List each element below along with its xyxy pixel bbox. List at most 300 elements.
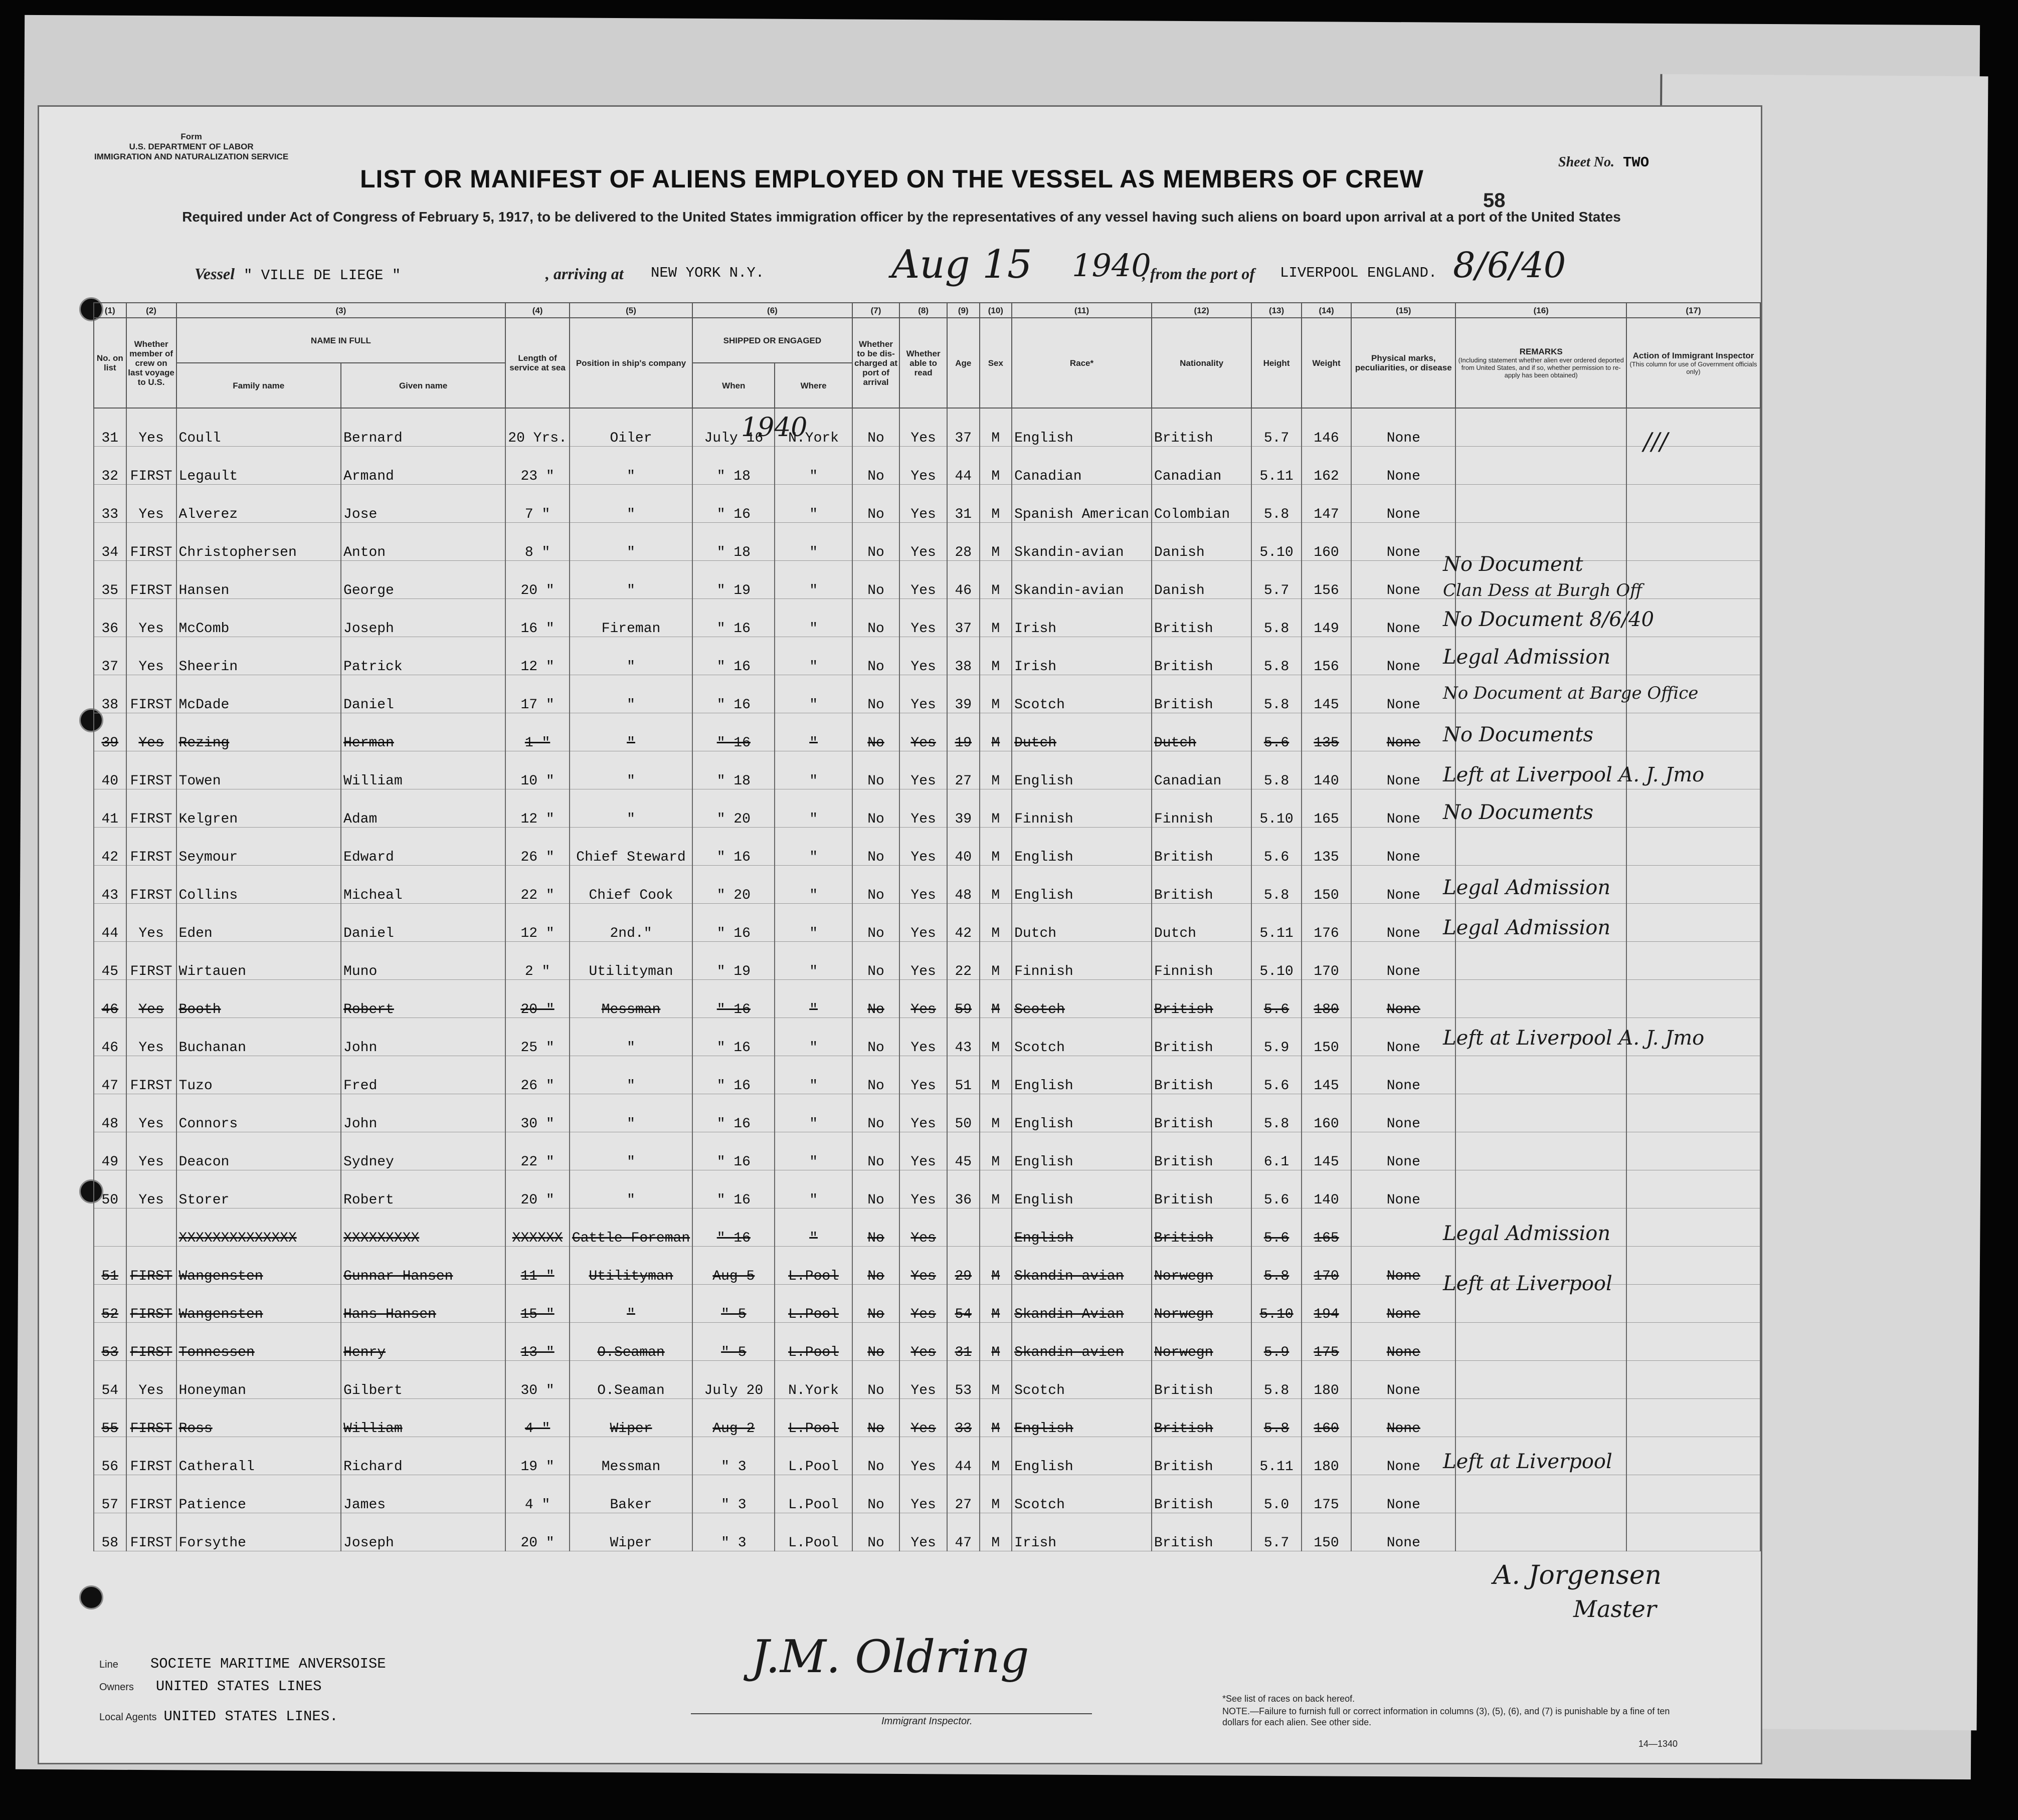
weight: 140 bbox=[1302, 1170, 1351, 1208]
nationality: Finnish bbox=[1152, 789, 1251, 828]
sex: M bbox=[980, 828, 1012, 866]
nationality: British bbox=[1152, 408, 1251, 447]
shipped-where: " bbox=[775, 980, 852, 1018]
row-number: 36 bbox=[94, 599, 126, 637]
shipped-where: L.Pool bbox=[775, 1247, 852, 1285]
physical-marks: None bbox=[1351, 980, 1455, 1018]
sex: M bbox=[980, 675, 1012, 713]
race: Scotch bbox=[1012, 1361, 1152, 1399]
family-name: Wangensten bbox=[176, 1285, 341, 1323]
col-num-7: (7) bbox=[852, 303, 900, 318]
given-name: Anton bbox=[341, 523, 505, 561]
age: 44 bbox=[947, 1437, 980, 1475]
shipped-when: " 19 bbox=[692, 942, 775, 980]
sex: M bbox=[980, 1361, 1012, 1399]
age: 22 bbox=[947, 942, 980, 980]
height: 5.10 bbox=[1251, 1285, 1302, 1323]
action-cell bbox=[1626, 1437, 1760, 1475]
sex: M bbox=[980, 1285, 1012, 1323]
col-num-9: (9) bbox=[947, 303, 980, 318]
sex: M bbox=[980, 637, 1012, 675]
member-last-voyage: FIRST bbox=[126, 751, 176, 789]
discharged: No bbox=[852, 1208, 900, 1247]
shipped-where: L.Pool bbox=[775, 1323, 852, 1361]
family-name: Legault bbox=[176, 447, 341, 485]
weight: 150 bbox=[1302, 1018, 1351, 1056]
page-stamp: 58 bbox=[1483, 189, 1506, 212]
physical-marks: None bbox=[1351, 1399, 1455, 1437]
length-of-service: 15 " bbox=[505, 1285, 570, 1323]
age: 50 bbox=[947, 1094, 980, 1132]
able-to-read: Yes bbox=[899, 1056, 947, 1094]
footnote-penalty: NOTE.—Failure to furnish full or correct information in columns (3), (5), (6), and (7) is punishable by a fine of ten dollars for each alien. See other side. bbox=[1222, 1706, 1670, 1727]
member-last-voyage: FIRST bbox=[126, 447, 176, 485]
vessel-name: " VILLE DE LIEGE " bbox=[244, 267, 401, 284]
physical-marks bbox=[1351, 1208, 1455, 1247]
remark-handwritten: Legal Admission bbox=[1443, 876, 1611, 899]
age: 39 bbox=[947, 675, 980, 713]
discharged: No bbox=[852, 523, 900, 561]
nationality: Norwegn bbox=[1152, 1285, 1251, 1323]
race: Canadian bbox=[1012, 447, 1152, 485]
physical-marks: None bbox=[1351, 1437, 1455, 1475]
col-num-10: (10) bbox=[980, 303, 1012, 318]
nationality: British bbox=[1152, 866, 1251, 904]
action-cell bbox=[1626, 866, 1760, 904]
table-row bbox=[94, 485, 1760, 523]
weight: 145 bbox=[1302, 1132, 1351, 1170]
departure-date-handwritten: 8/6/40 bbox=[1453, 245, 1566, 286]
height: 5.8 bbox=[1251, 675, 1302, 713]
race: Skandin-avien bbox=[1012, 1323, 1152, 1361]
position: Cattle Foreman bbox=[570, 1208, 692, 1247]
remarks-title: REMARKS bbox=[1519, 347, 1563, 356]
weight: 194 bbox=[1302, 1285, 1351, 1323]
weight: 180 bbox=[1302, 1437, 1351, 1475]
able-to-read: Yes bbox=[899, 523, 947, 561]
action-cell bbox=[1626, 1323, 1760, 1361]
member-last-voyage: Yes bbox=[126, 408, 176, 447]
age: 27 bbox=[947, 1475, 980, 1513]
row-number: 39 bbox=[94, 713, 126, 751]
owners-value: UNITED STATES LINES bbox=[155, 1678, 322, 1695]
length-of-service: 20 Yrs. bbox=[505, 408, 570, 447]
age: 59 bbox=[947, 980, 980, 1018]
length-of-service: 8 " bbox=[505, 523, 570, 561]
remarks-cell bbox=[1455, 447, 1626, 485]
height: 5.7 bbox=[1251, 561, 1302, 599]
physical-marks: None bbox=[1351, 1094, 1455, 1132]
member-last-voyage: Yes bbox=[126, 637, 176, 675]
able-to-read: Yes bbox=[899, 1437, 947, 1475]
form-code: 14—1340 bbox=[1638, 1739, 1678, 1749]
discharged: No bbox=[852, 1285, 900, 1323]
able-to-read: Yes bbox=[899, 561, 947, 599]
given-name: Micheal bbox=[341, 866, 505, 904]
able-to-read: Yes bbox=[899, 447, 947, 485]
height: 5.9 bbox=[1251, 1323, 1302, 1361]
position: Fireman bbox=[570, 599, 692, 637]
discharged: No bbox=[852, 485, 900, 523]
given-name: Richard bbox=[341, 1437, 505, 1475]
remarks-cell bbox=[1455, 980, 1626, 1018]
age: 37 bbox=[947, 408, 980, 447]
shipped-where: " bbox=[775, 447, 852, 485]
position: Utilityman bbox=[570, 1247, 692, 1285]
remarks-cell bbox=[1455, 1056, 1626, 1094]
height: 5.10 bbox=[1251, 789, 1302, 828]
physical-marks: None bbox=[1351, 1323, 1455, 1361]
member-last-voyage: Yes bbox=[126, 599, 176, 637]
remarks-cell bbox=[1455, 1399, 1626, 1437]
shipped-where: " bbox=[775, 1094, 852, 1132]
able-to-read: Yes bbox=[899, 675, 947, 713]
family-name: Wangensten bbox=[176, 1247, 341, 1285]
shipped-where: " bbox=[775, 713, 852, 751]
given-name: Edward bbox=[341, 828, 505, 866]
discharged: No bbox=[852, 637, 900, 675]
length-of-service: 7 " bbox=[505, 485, 570, 523]
position: O.Seaman bbox=[570, 1323, 692, 1361]
physical-marks: None bbox=[1351, 1513, 1455, 1551]
position: " bbox=[570, 637, 692, 675]
member-last-voyage: FIRST bbox=[126, 1247, 176, 1285]
shipped-when: " 20 bbox=[692, 789, 775, 828]
height: 5.8 bbox=[1251, 599, 1302, 637]
position: " bbox=[570, 447, 692, 485]
discharged: No bbox=[852, 942, 900, 980]
nationality: Canadian bbox=[1152, 447, 1251, 485]
able-to-read: Yes bbox=[899, 485, 947, 523]
member-last-voyage bbox=[126, 1208, 176, 1247]
age: 38 bbox=[947, 637, 980, 675]
row-number: 34 bbox=[94, 523, 126, 561]
length-of-service: 23 " bbox=[505, 447, 570, 485]
sheet-number-value: TWO bbox=[1623, 154, 1649, 171]
position: Utilityman bbox=[570, 942, 692, 980]
weight: 165 bbox=[1302, 789, 1351, 828]
sex: M bbox=[980, 408, 1012, 447]
position: " bbox=[570, 1094, 692, 1132]
member-last-voyage: Yes bbox=[126, 1170, 176, 1208]
agents-label: Local Agents bbox=[99, 1712, 157, 1723]
discharged: No bbox=[852, 1513, 900, 1551]
height: 5.8 bbox=[1251, 485, 1302, 523]
discharged: No bbox=[852, 675, 900, 713]
department-label: U.S. DEPARTMENT OF LABOR bbox=[129, 142, 254, 151]
remarks-note: (Including statement whether alien ever ordered deported from United States, and if so, whether permission to re-apply has been obtained) bbox=[1458, 356, 1624, 379]
given-name: XXXXXXXXX bbox=[341, 1208, 505, 1247]
table-row bbox=[94, 1361, 1760, 1399]
row-number bbox=[94, 1208, 126, 1247]
sex: M bbox=[980, 1170, 1012, 1208]
able-to-read: Yes bbox=[899, 1170, 947, 1208]
action-cell bbox=[1626, 713, 1760, 751]
col-num-12: (12) bbox=[1152, 303, 1251, 318]
family-name: Coull bbox=[176, 408, 341, 447]
height: 5.11 bbox=[1251, 1437, 1302, 1475]
given-name: Adam bbox=[341, 789, 505, 828]
given-name: Joseph bbox=[341, 1513, 505, 1551]
remark-handwritten: No Document at Barge Office bbox=[1443, 683, 1699, 703]
height: 5.9 bbox=[1251, 1018, 1302, 1056]
sex: M bbox=[980, 1247, 1012, 1285]
service-label: IMMIGRATION AND NATURALIZATION SERVICE bbox=[94, 152, 289, 161]
length-of-service: 20 " bbox=[505, 561, 570, 599]
header-race: Race* bbox=[1012, 318, 1152, 408]
physical-marks: None bbox=[1351, 1018, 1455, 1056]
weight: 175 bbox=[1302, 1323, 1351, 1361]
discharged: No bbox=[852, 1094, 900, 1132]
physical-marks: None bbox=[1351, 828, 1455, 866]
from-port: LIVERPOOL ENGLAND. bbox=[1280, 265, 1437, 281]
arriving-port: NEW YORK N.Y. bbox=[651, 265, 765, 281]
row-number: 33 bbox=[94, 485, 126, 523]
given-name: Fred bbox=[341, 1056, 505, 1094]
member-last-voyage: FIRST bbox=[126, 1437, 176, 1475]
shipped-where: N.York bbox=[775, 1361, 852, 1399]
master-signature: A. Jorgensen bbox=[1493, 1560, 1662, 1590]
race: Skandin-avian bbox=[1012, 1247, 1152, 1285]
nationality: British bbox=[1152, 980, 1251, 1018]
height: 5.10 bbox=[1251, 942, 1302, 980]
sex: M bbox=[980, 1475, 1012, 1513]
header-no-on-list: No. on list bbox=[94, 318, 126, 408]
age: 53 bbox=[947, 1361, 980, 1399]
age: 44 bbox=[947, 447, 980, 485]
physical-marks: None bbox=[1351, 637, 1455, 675]
age: 51 bbox=[947, 1056, 980, 1094]
member-last-voyage: FIRST bbox=[126, 866, 176, 904]
family-name: Buchanan bbox=[176, 1018, 341, 1056]
family-name: Alverez bbox=[176, 485, 341, 523]
nationality: British bbox=[1152, 675, 1251, 713]
remark-handwritten: Clan Dess at Burgh Off bbox=[1443, 580, 1642, 600]
shipped-where: L.Pool bbox=[775, 1285, 852, 1323]
family-name: Sheerin bbox=[176, 637, 341, 675]
position: " bbox=[570, 713, 692, 751]
member-last-voyage: Yes bbox=[126, 713, 176, 751]
able-to-read: Yes bbox=[899, 1132, 947, 1170]
weight: 156 bbox=[1302, 637, 1351, 675]
col-num-14: (14) bbox=[1302, 303, 1351, 318]
table-row bbox=[94, 1399, 1760, 1437]
age: 19 bbox=[947, 713, 980, 751]
able-to-read: Yes bbox=[899, 942, 947, 980]
able-to-read: Yes bbox=[899, 1285, 947, 1323]
sex: M bbox=[980, 1323, 1012, 1361]
header-shipped: SHIPPED OR ENGAGED bbox=[692, 318, 852, 363]
table-row bbox=[94, 1513, 1760, 1551]
discharged: No bbox=[852, 1437, 900, 1475]
shipped-when: " 3 bbox=[692, 1475, 775, 1513]
given-name: Jose bbox=[341, 485, 505, 523]
family-name: McComb bbox=[176, 599, 341, 637]
position: " bbox=[570, 751, 692, 789]
physical-marks: None bbox=[1351, 1285, 1455, 1323]
member-last-voyage: FIRST bbox=[126, 561, 176, 599]
able-to-read: Yes bbox=[899, 751, 947, 789]
race: Irish bbox=[1012, 1513, 1152, 1551]
row-number: 35 bbox=[94, 561, 126, 599]
shipped-when: " 16 bbox=[692, 1094, 775, 1132]
race: English bbox=[1012, 1056, 1152, 1094]
shipped-when: Aug 2 bbox=[692, 1399, 775, 1437]
sex: M bbox=[980, 904, 1012, 942]
col-num-2: (2) bbox=[126, 303, 176, 318]
shipped-where: " bbox=[775, 1056, 852, 1094]
height: 5.8 bbox=[1251, 1399, 1302, 1437]
sex: M bbox=[980, 866, 1012, 904]
race: Scotch bbox=[1012, 980, 1152, 1018]
shipped-when: " 5 bbox=[692, 1285, 775, 1323]
shipped-where: " bbox=[775, 751, 852, 789]
length-of-service: XXXXXX bbox=[505, 1208, 570, 1247]
given-name: Sydney bbox=[341, 1132, 505, 1170]
nationality: Finnish bbox=[1152, 942, 1251, 980]
nationality: British bbox=[1152, 1513, 1251, 1551]
age: 31 bbox=[947, 1323, 980, 1361]
row-number: 46 bbox=[94, 980, 126, 1018]
physical-marks: None bbox=[1351, 866, 1455, 904]
sex: M bbox=[980, 485, 1012, 523]
remark-handwritten: Left at Liverpool A. J. Jmo bbox=[1443, 763, 1705, 786]
remarks-cell bbox=[1455, 1094, 1626, 1132]
col-num-17: (17) bbox=[1626, 303, 1760, 318]
shipped-where: " bbox=[775, 942, 852, 980]
remarks-cell bbox=[1455, 1475, 1626, 1513]
action-cell bbox=[1626, 1285, 1760, 1323]
discharged: No bbox=[852, 1170, 900, 1208]
discharged: No bbox=[852, 408, 900, 447]
nationality: British bbox=[1152, 1056, 1251, 1094]
table-row bbox=[94, 408, 1760, 447]
nationality: British bbox=[1152, 637, 1251, 675]
race: English bbox=[1012, 1208, 1152, 1247]
col-num-5: (5) bbox=[570, 303, 692, 318]
length-of-service: 26 " bbox=[505, 1056, 570, 1094]
nationality: British bbox=[1152, 1018, 1251, 1056]
sex: M bbox=[980, 1437, 1012, 1475]
height: 5.8 bbox=[1251, 866, 1302, 904]
shipped-when: " 16 bbox=[692, 599, 775, 637]
race: Skandin-avian bbox=[1012, 561, 1152, 599]
race: Dutch bbox=[1012, 904, 1152, 942]
from-port-label: , from the port of bbox=[1142, 265, 1255, 283]
row-number: 56 bbox=[94, 1437, 126, 1475]
nationality: British bbox=[1152, 1475, 1251, 1513]
physical-marks: None bbox=[1351, 675, 1455, 713]
family-name: Eden bbox=[176, 904, 341, 942]
height: 5.8 bbox=[1251, 1247, 1302, 1285]
nationality: Norwegn bbox=[1152, 1323, 1251, 1361]
age: 48 bbox=[947, 866, 980, 904]
action-cell bbox=[1626, 1475, 1760, 1513]
family-name: McDade bbox=[176, 675, 341, 713]
family-name: Patience bbox=[176, 1475, 341, 1513]
remarks-cell bbox=[1455, 485, 1626, 523]
position: Chief Cook bbox=[570, 866, 692, 904]
member-last-voyage: Yes bbox=[126, 1094, 176, 1132]
row-number: 55 bbox=[94, 1399, 126, 1437]
length-of-service: 16 " bbox=[505, 599, 570, 637]
remark-handwritten: Left at Liverpool bbox=[1443, 1450, 1612, 1473]
nationality: British bbox=[1152, 1132, 1251, 1170]
shipped-where: " bbox=[775, 675, 852, 713]
race: English bbox=[1012, 1399, 1152, 1437]
member-last-voyage: Yes bbox=[126, 980, 176, 1018]
footer-owners bbox=[99, 1678, 322, 1695]
weight: 165 bbox=[1302, 1208, 1351, 1247]
family-name: Kelgren bbox=[176, 789, 341, 828]
row-number: 40 bbox=[94, 751, 126, 789]
length-of-service: 30 " bbox=[505, 1094, 570, 1132]
weight: 145 bbox=[1302, 675, 1351, 713]
discharged: No bbox=[852, 866, 900, 904]
row-number: 46 bbox=[94, 1018, 126, 1056]
height: 5.8 bbox=[1251, 637, 1302, 675]
inspector-signature: J.M. Oldring bbox=[751, 1631, 1029, 1683]
member-last-voyage: FIRST bbox=[126, 789, 176, 828]
shipped-where: L.Pool bbox=[775, 1475, 852, 1513]
length-of-service: 20 " bbox=[505, 1513, 570, 1551]
remarks-cell bbox=[1455, 1323, 1626, 1361]
weight: 180 bbox=[1302, 980, 1351, 1018]
row-number: 43 bbox=[94, 866, 126, 904]
member-last-voyage: Yes bbox=[126, 1361, 176, 1399]
length-of-service: 12 " bbox=[505, 789, 570, 828]
remark-handwritten: Legal Admission bbox=[1443, 916, 1611, 939]
nationality: British bbox=[1152, 1170, 1251, 1208]
nationality: British bbox=[1152, 1208, 1251, 1247]
age: 39 bbox=[947, 789, 980, 828]
family-name: Rezing bbox=[176, 713, 341, 751]
shipped-where: " bbox=[775, 1170, 852, 1208]
family-name: Deacon bbox=[176, 1132, 341, 1170]
height: 5.6 bbox=[1251, 828, 1302, 866]
weight: 147 bbox=[1302, 485, 1351, 523]
nationality: Canadian bbox=[1152, 751, 1251, 789]
shipped-where: " bbox=[775, 485, 852, 523]
header-length-service: Length of service at sea bbox=[505, 318, 570, 408]
family-name: Towen bbox=[176, 751, 341, 789]
page-subtitle: Required under Act of Congress of February 5, 1917, to be delivered to the United States immigration officer by the representatives of any vessel having such aliens on board upon arrival at a port of the United States bbox=[182, 209, 1621, 225]
able-to-read: Yes bbox=[899, 599, 947, 637]
able-to-read: Yes bbox=[899, 866, 947, 904]
table-row bbox=[94, 828, 1760, 866]
shipped-when: " 16 bbox=[692, 980, 775, 1018]
punch-hole bbox=[79, 1585, 103, 1609]
length-of-service: 22 " bbox=[505, 1132, 570, 1170]
member-last-voyage: FIRST bbox=[126, 523, 176, 561]
header-height: Height bbox=[1251, 318, 1302, 408]
col-num-16: (16) bbox=[1455, 303, 1626, 318]
col-num-6: (6) bbox=[692, 303, 852, 318]
row-number: 31 bbox=[94, 408, 126, 447]
position: O.Seaman bbox=[570, 1361, 692, 1399]
line-label: Line bbox=[99, 1659, 118, 1670]
nationality: Dutch bbox=[1152, 713, 1251, 751]
shipped-where: " bbox=[775, 789, 852, 828]
height: 6.1 bbox=[1251, 1132, 1302, 1170]
member-last-voyage: Yes bbox=[126, 1132, 176, 1170]
nationality: British bbox=[1152, 828, 1251, 866]
table-row bbox=[94, 1170, 1760, 1208]
physical-marks: None bbox=[1351, 713, 1455, 751]
family-name: Seymour bbox=[176, 828, 341, 866]
length-of-service: 12 " bbox=[505, 637, 570, 675]
length-of-service: 22 " bbox=[505, 866, 570, 904]
